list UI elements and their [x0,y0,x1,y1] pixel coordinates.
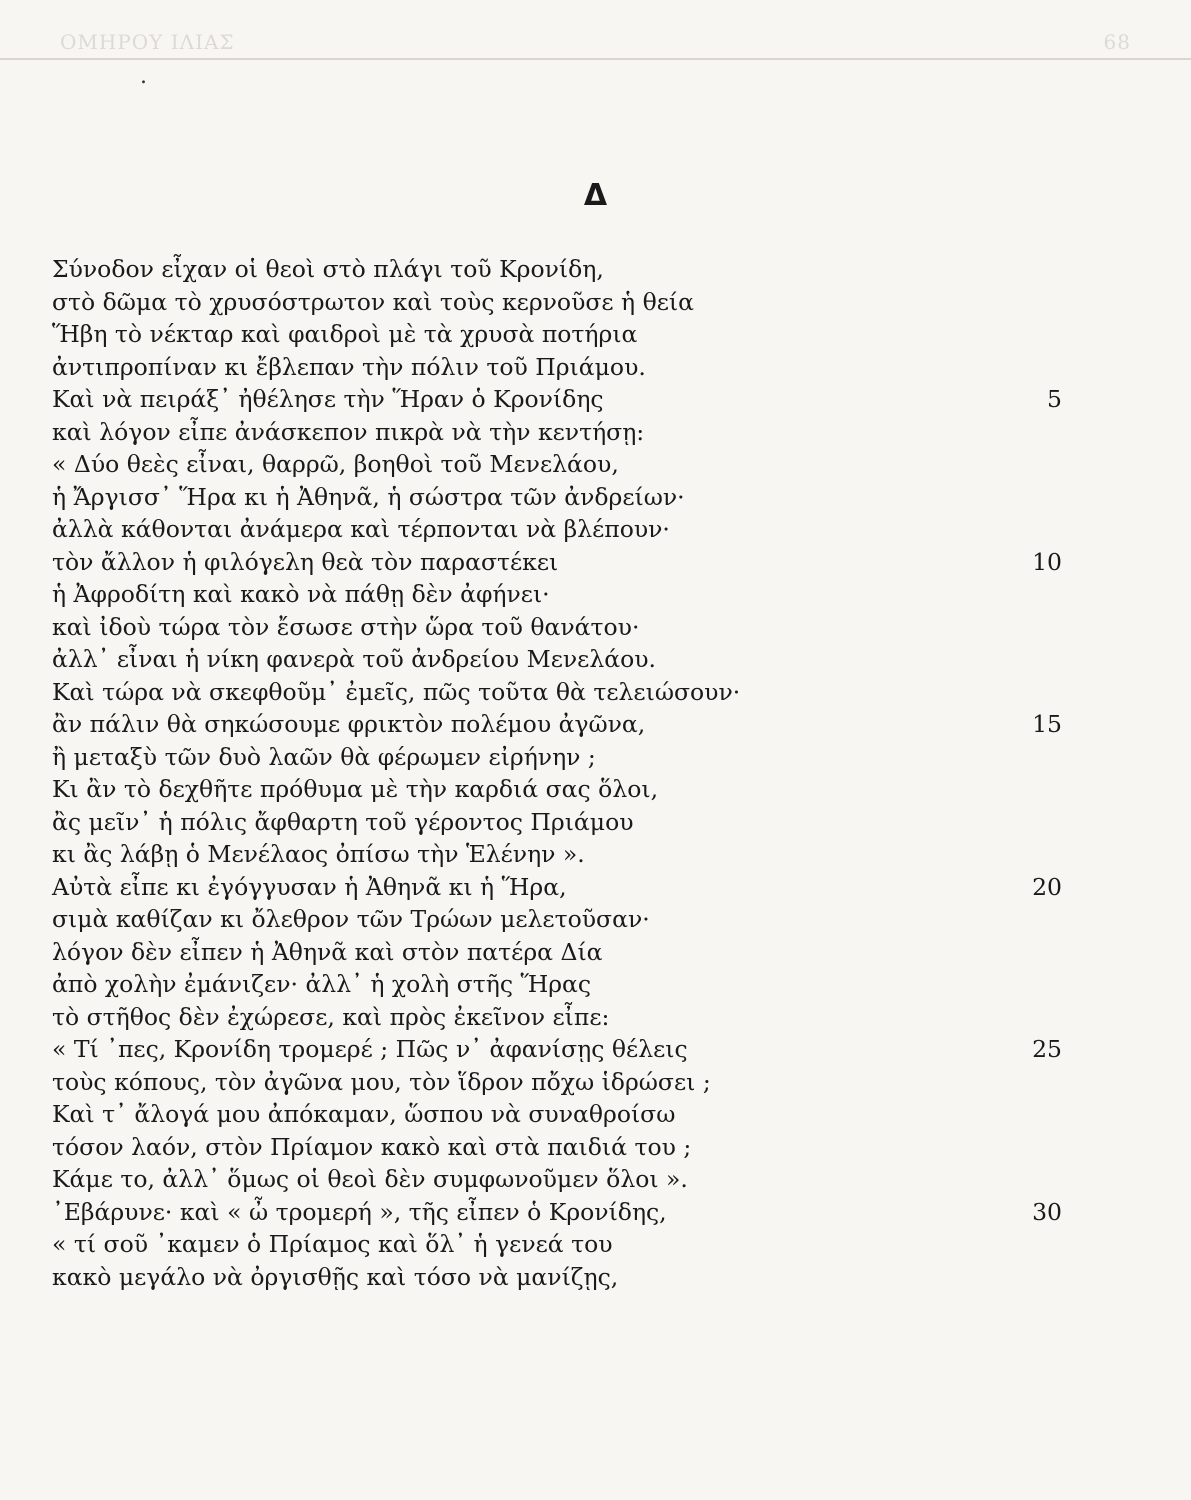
verse-text: ἂν πάλιν θὰ σηκώσουμε φρικτὸν πολέμου ἀγῶνα, [52,710,646,738]
verse-text: τὸ στῆθος δὲν ἐχώρεσε, καὶ πρὸς ἐκεῖνον εἶπε: [52,1002,610,1031]
ink-dot: . [140,64,147,89]
verse-line [52,1131,1062,1164]
verse-line [52,1163,1062,1196]
verse-line [52,806,1062,839]
verse-text: κι ἂς λάβῃ ὁ Μενέλαος ὀπίσω τὴν Ἑλένην ». [52,840,585,868]
verse-line [52,1261,1062,1294]
verse-line [52,968,1062,1001]
verse-text: Καὶ τ᾽ ἄλογά μου ἀπόκαμαν, ὥσπου νὰ συναθροίσω [52,1100,676,1128]
verse-line [52,286,1062,319]
verse-text: λόγον δὲν εἶπεν ἡ Ἀθηνᾶ καὶ στὸν πατέρα Δία [52,937,603,966]
verse-text: καὶ ἰδοὺ τώρα τὸν ἔσωσε στὴν ὥρα τοῦ θανάτου· [52,612,640,641]
verse-line [52,1066,1062,1099]
verse-line [52,676,1062,709]
line-number: 5 [1047,385,1062,413]
verse-text: « Δύο θεὲς εἶναι, θαρρῶ, βοηθοὶ τοῦ Μενελάου, [52,450,619,478]
verse-line [52,578,1062,611]
line-number: 10 [1032,547,1062,576]
verse-line [52,936,1062,969]
verse-text: ἢ μεταξὺ τῶν δυὸ λαῶν θὰ φέρωμεν εἰρήνην ; [52,742,596,771]
verse-line [52,416,1062,449]
verse-text: Σύνοδον εἶχαν οἱ θεοὶ στὸ πλάγι τοῦ Κρονίδη, [52,255,604,283]
verse-line [52,741,1062,774]
running-head-title: ΟΜΗΡΟΥ ΙΛΙΑΣ [60,30,235,54]
verse-text: κακὸ μεγάλο νὰ ὀργισθῇς καὶ τόσο νὰ μανίζῃς, [52,1262,619,1291]
verse-line [52,773,1062,806]
book-letter-heading: Δ [583,178,608,213]
verse-line [52,838,1062,871]
verse-block [52,253,1062,1293]
running-head-page-number: 68 [1103,30,1131,54]
verse-text: στὸ δῶμα τὸ χρυσόστρωτον καὶ τοὺς κερνοῦσε ἡ θεία [52,287,695,316]
verse-line [52,1196,1062,1229]
verse-text: ἀντιπροπίναν κι ἔβλεπαν τὴν πόλιν τοῦ Πριάμου. [52,352,646,381]
line-number: 25 [1032,1035,1062,1063]
verse-line [52,1228,1062,1261]
verse-line [52,546,1062,579]
verse-text: σιμὰ καθίζαν κι ὄλεθρον τῶν Τρώων μελετοῦσαν· [52,905,650,933]
verse-text: καὶ λόγον εἶπε ἀνάσκεπον πικρὰ νὰ τὴν κεντήσῃ: [52,417,645,446]
line-number: 15 [1032,710,1062,738]
verse-text: ἂς μεῖν᾽ ἡ πόλις ἄφθαρτη τοῦ γέροντος Πριάμου [52,807,634,836]
verse-line [52,513,1062,546]
verse-text: Ἥβη τὸ νέκταρ καὶ φαιδροὶ μὲ τὰ χρυσὰ ποτήρια [52,320,638,348]
verse-text: τοὺς κόπους, τὸν ἀγῶνα μου, τὸν ἵδρον πὄχω ἱδρώσει ; [52,1067,711,1096]
verse-text: ἡ Ἀφροδίτη καὶ κακὸ νὰ πάθῃ δὲν ἀφήνει· [52,580,550,608]
verse-line [52,871,1062,904]
verse-line [52,1001,1062,1034]
verse-text: ἀλλ᾽ εἶναι ἡ νίκη φανερὰ τοῦ ἀνδρείου Μενελάου. [52,645,657,673]
verse-text: Καὶ νὰ πειράξ᾽ ἠθέλησε τὴν Ἥραν ὁ Κρονίδης [52,385,604,413]
verse-text: ἀπὸ χολὴν ἐμάνιζεν· ἀλλ᾽ ἡ χολὴ στῆς Ἥρας [52,970,592,998]
verse-text: Καὶ τώρα νὰ σκεφθοῦμ᾽ ἐμεῖς, πῶς τοῦτα θὰ τελειώσουν· [52,677,741,706]
verse-line [52,708,1062,741]
verse-line [52,351,1062,384]
line-number: 20 [1032,872,1062,901]
line-number: 30 [1032,1197,1062,1226]
verse-line [52,611,1062,644]
verse-line [52,643,1062,676]
verse-line [52,903,1062,936]
verse-line [52,383,1062,416]
verse-line [52,1098,1062,1131]
verse-text: ᾽Εβάρυνε· καὶ « ὦ τρομερή », τῆς εἶπεν ὁ Κρονίδης, [52,1197,667,1226]
verse-text: ἡ Ἄργισσ᾽ Ἥρα κι ἡ Ἀθηνᾶ, ἡ σώστρα τῶν ἀνδρείων· [52,482,685,511]
verse-text: « Τί ᾽πες, Κρονίδη τρομερέ ; Πῶς ν᾽ ἀφανίσῃς θέλεις [52,1035,688,1063]
verse-line [52,318,1062,351]
running-head [60,30,1151,54]
verse-text: Κάμε το, ἀλλ᾽ ὅμως οἱ θεοὶ δὲν συμφωνοῦμεν ὅλοι ». [52,1165,688,1193]
verse-line [52,481,1062,514]
verse-text: Κι ἂν τὸ δεχθῆτε πρόθυμα μὲ τὴν καρδιά σας ὅλοι, [52,775,659,803]
verse-line [52,253,1062,286]
verse-line [52,448,1062,481]
verse-text: τόσον λαόν, στὸν Πρίαμον κακὸ καὶ στὰ παιδιά του ; [52,1132,692,1161]
verse-text: ἀλλὰ κάθονται ἀνάμερα καὶ τέρπονται νὰ βλέπουν· [52,515,670,543]
header-rule [0,58,1191,60]
verse-text: Αὐτὰ εἶπε κι ἐγόγγυσαν ἡ Ἀθηνᾶ κι ἡ Ἥρα, [52,872,567,901]
verse-line [52,1033,1062,1066]
verse-text: τὸν ἄλλον ἡ φιλόγελη θεὰ τὸν παραστέκει [52,547,559,576]
verse-text: « τί σοῦ ᾽καμεν ὁ Πρίαμος καὶ ὅλ᾽ ἡ γενεά του [52,1230,613,1258]
